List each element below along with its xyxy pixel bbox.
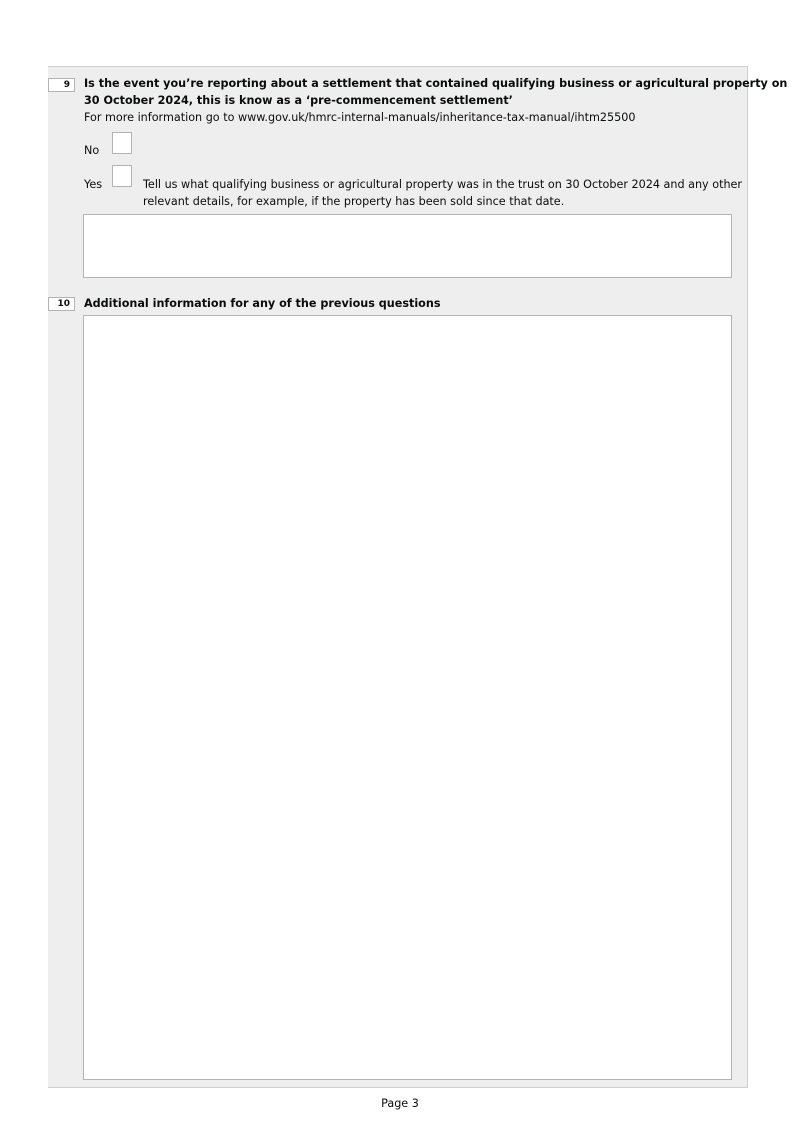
question-9-title-line-2: 30 October 2024, this is know as a ‘pre-commencement settlement’	[84, 94, 513, 107]
no-label: No	[84, 144, 100, 157]
yes-label: Yes	[84, 178, 103, 191]
question-number-9: 9	[48, 78, 75, 92]
yes-checkbox[interactable]	[112, 165, 132, 187]
question-number-10: 10	[48, 297, 75, 311]
additional-information-textarea[interactable]	[83, 315, 732, 1080]
question-9-details-textarea[interactable]	[83, 214, 732, 278]
question-10-title: Additional information for any of the previous questions	[84, 297, 441, 310]
page-number: Page 3	[381, 1097, 419, 1110]
question-9-info: For more information go to www.gov.uk/hmrc-internal-manuals/inheritance-tax-manual/ihtm25500	[84, 111, 636, 124]
no-checkbox[interactable]	[112, 132, 132, 154]
question-9-title-line-1: Is the event you’re reporting about a settlement that contained qualifying business or agricultural property on	[84, 77, 788, 90]
yes-instruction-line-2: relevant details, for example, if the property has been sold since that date.	[143, 195, 565, 208]
yes-instruction-line-1: Tell us what qualifying business or agricultural property was in the trust on 30 October 2024 and any other	[143, 178, 743, 191]
